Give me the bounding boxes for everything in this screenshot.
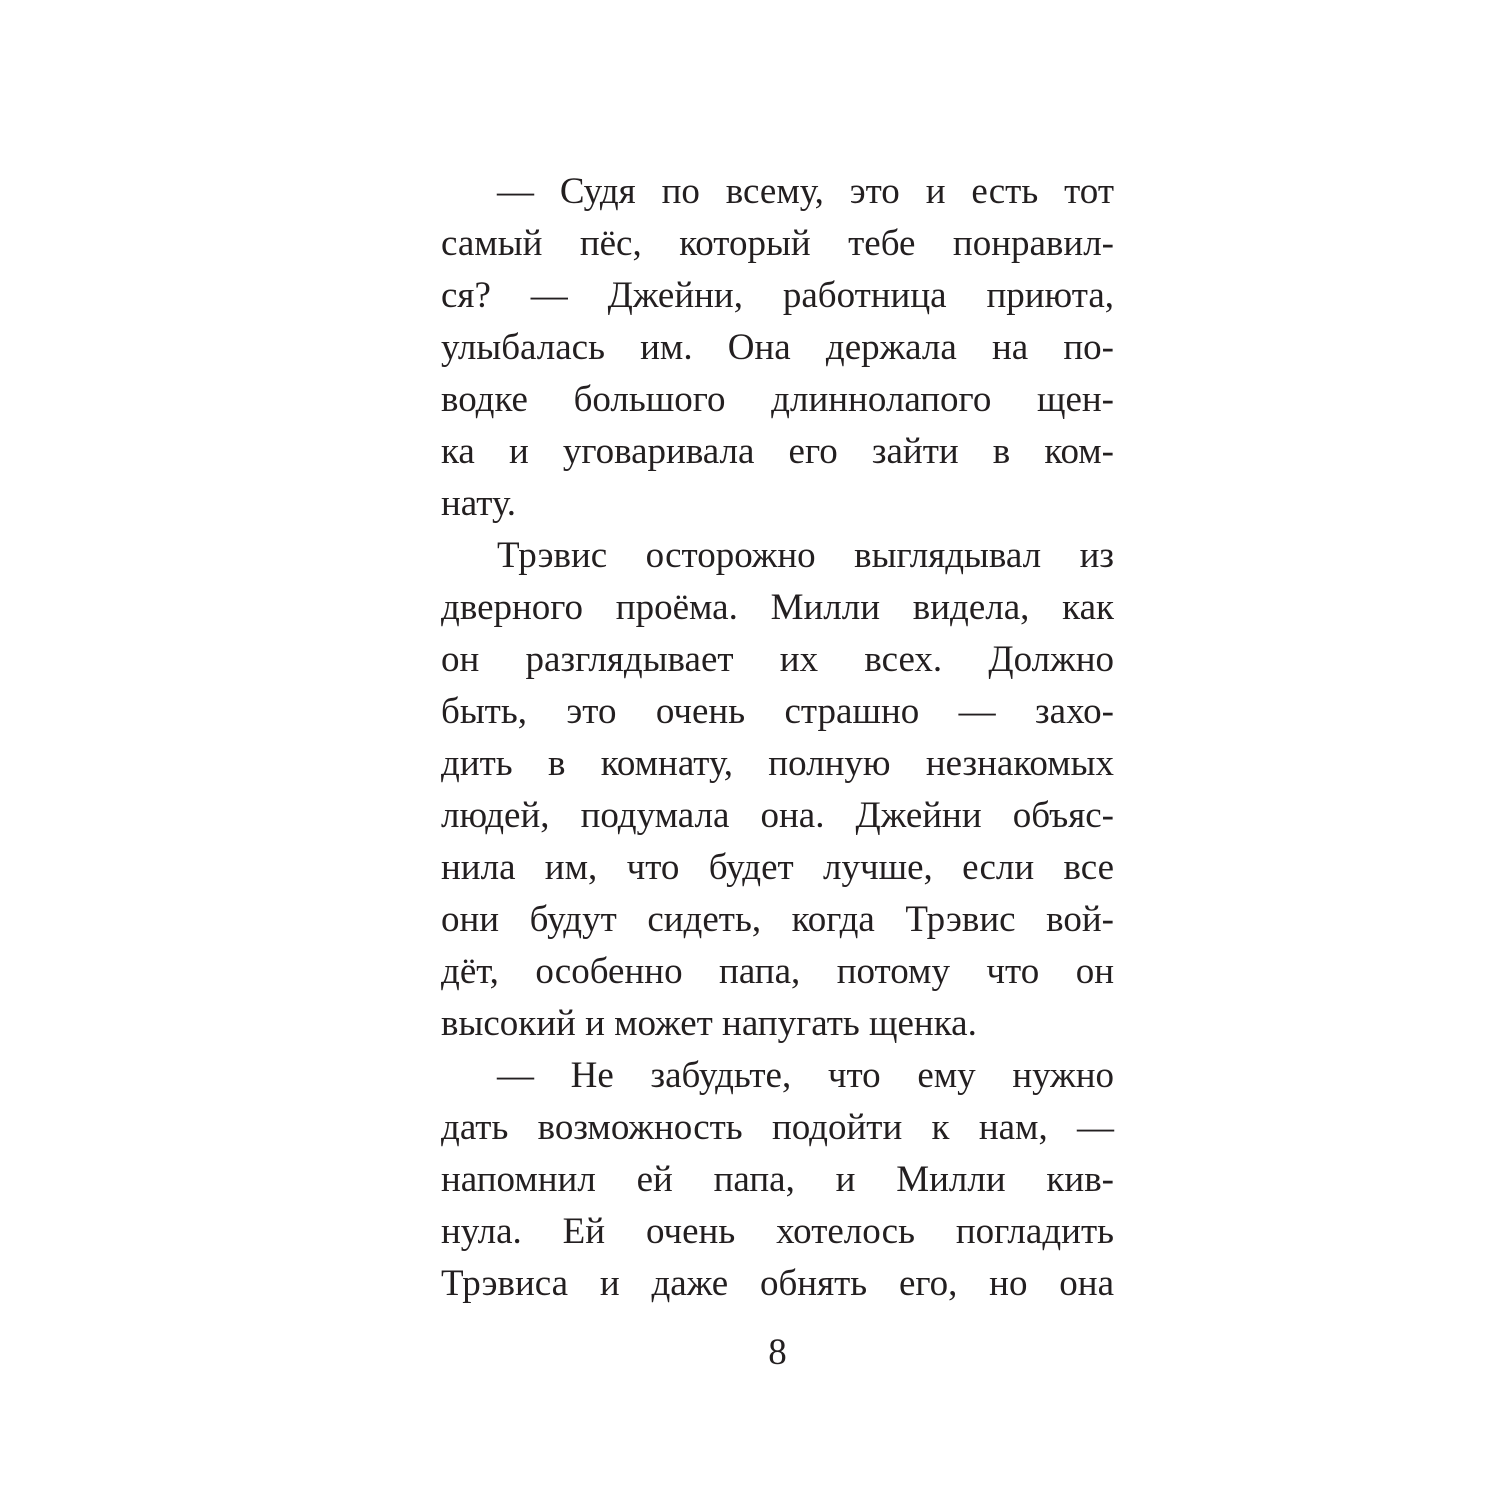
- paragraph-2-line-1: Трэвис осторожно выглядывал из: [497, 535, 1114, 576]
- page-number: 8: [768, 1332, 787, 1373]
- paragraph-1-line-6: ка и уговаривала его зайти в ком-: [441, 431, 1114, 472]
- paragraph-3-line-2: дать возможность подойти к нам, —: [441, 1107, 1114, 1148]
- paragraph-1-line-1: — Судя по всему, это и есть тот: [497, 171, 1114, 212]
- paragraph-1-line-5: водке большого длиннолапого щен-: [441, 379, 1114, 420]
- paragraph-2-line-6: людей, подумала она. Джейни объяс-: [441, 795, 1114, 836]
- paragraph-2-line-8: они будут сидеть, когда Трэвис вой-: [441, 899, 1114, 940]
- paragraph-2-line-7: нила им, что будет лучше, если все: [441, 847, 1114, 888]
- paragraph-1-line-7: нату.: [441, 483, 516, 524]
- paragraph-3-line-1: — Не забудьте, что ему нужно: [497, 1055, 1114, 1096]
- paragraph-1-line-2: самый пёс, который тебе понравил-: [441, 223, 1114, 264]
- paragraph-3-line-5: Трэвиса и даже обнять его, но она: [441, 1263, 1114, 1304]
- paragraph-3-line-4: нула. Ей очень хотелось погладить: [441, 1211, 1114, 1252]
- paragraph-1-line-3: ся? — Джейни, работница приюта,: [441, 275, 1114, 316]
- paragraph-2-line-4: быть, это очень страшно — захо-: [441, 691, 1114, 732]
- paragraph-2-line-9: дёт, особенно папа, потому что он: [441, 951, 1114, 992]
- paragraph-2-line-5: дить в комнату, полную незнакомых: [441, 743, 1114, 784]
- paragraph-2-line-3: он разглядывает их всех. Должно: [441, 639, 1114, 680]
- paragraph-2-line-2: дверного проёма. Милли видела, как: [441, 587, 1114, 628]
- paragraph-2-line-10: высокий и может напугать щенка.: [441, 1003, 977, 1044]
- body-text: [441, 166, 1114, 1310]
- paragraph-1-line-4: улыбалась им. Она держала на по-: [441, 327, 1114, 368]
- paragraph-3-line-3: напомнил ей папа, и Милли кив-: [441, 1159, 1114, 1200]
